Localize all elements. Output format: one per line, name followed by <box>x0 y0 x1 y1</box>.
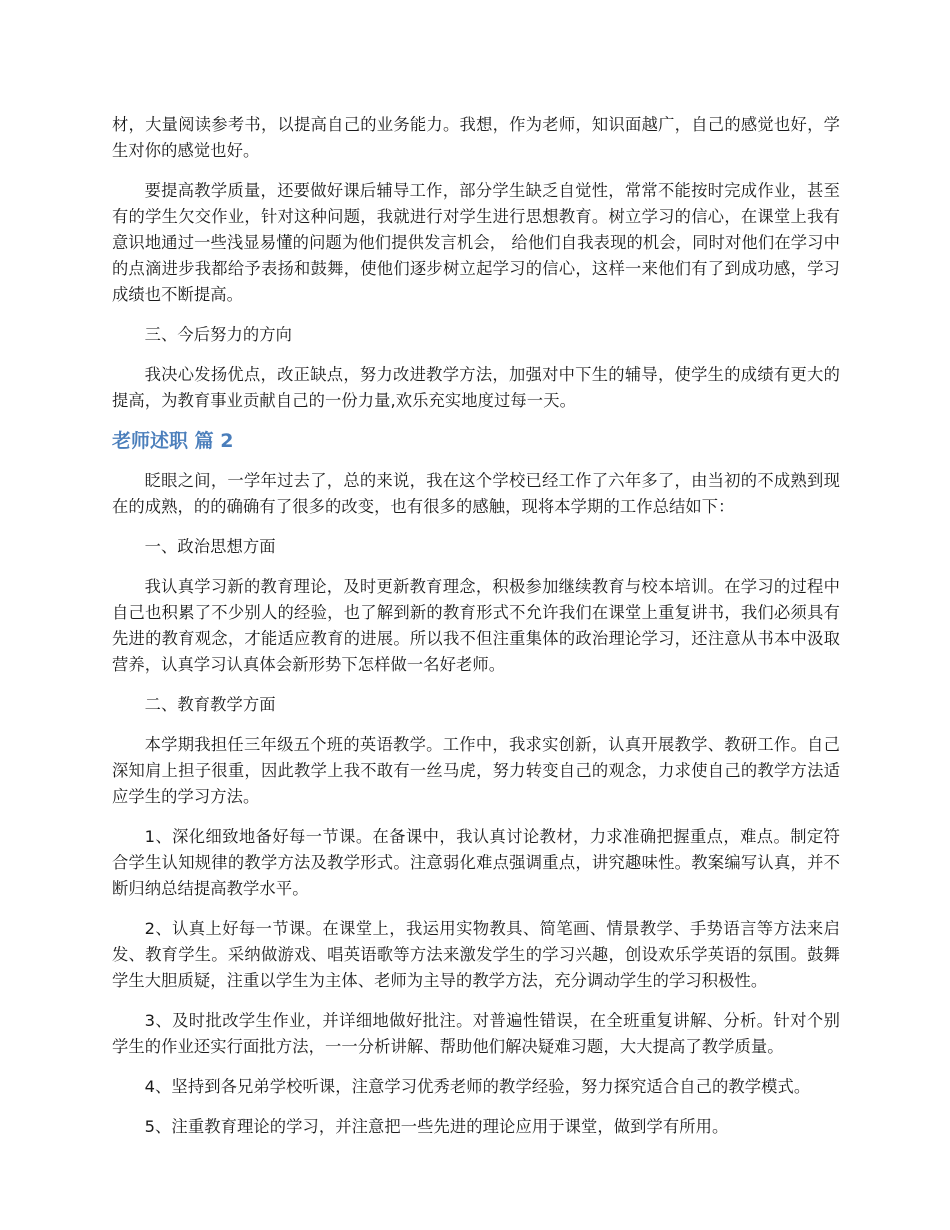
list-item-classroom: 2、认真上好每一节课。在课堂上，我运用实物教具、简笔画、情景教学、手势语言等方法来启发、教育学生。采纳做游戏、唱英语歌等方法来激发学生的学习兴趣，创设欢乐学英语的氛围。鼓舞学生大胆质疑，注重以学生为主体、老师为主导的教学方法，充分调动学生的学习积极性。 <box>112 919 840 990</box>
section-title-future-direction: 三、今后努力的方向 <box>144 325 293 344</box>
article-heading: 老师述职 篇 2 <box>112 430 234 452</box>
paragraph-intro: 眨眼之间，一学年过去了，总的来说，我在这个学校已经工作了六年多了，由当初的不成熟到现在的成熟，的的确确有了很多的改变，也有很多的感触，现将本学期的工作总结如下： <box>112 471 840 516</box>
list-item-theory: 5、注重教育理论的学习，并注意把一些先进的理论应用于课堂，做到学有所用。 <box>144 1117 729 1136</box>
section-title-political-thought: 一、政治思想方面 <box>144 537 276 556</box>
paragraph-political-thought: 我认真学习新的教育理论，及时更新教育理念，积极参加继续教育与校本培训。在学习的过程中自己也积累了不少别人的经验，也了解到新的教育形式不允许我们在课堂上重复讲书，我们必须具有先进的教育观念，才能适应教育的进展。所以我不但注重集体的政治理论学习，还注意从书本中汲取营养，认真学习认真体会新形势下怎样做一名好老师。 <box>112 577 840 674</box>
paragraph-continuation: 材，大量阅读参考书，以提高自己的业务能力。我想，作为老师，知识面越广，自己的感觉也好，学生对你的感觉也好。 <box>112 115 840 160</box>
section-title-teaching: 二、教育教学方面 <box>144 695 276 714</box>
paragraph-after-class-tutoring: 要提高教学质量，还要做好课后辅导工作，部分学生缺乏自觉性，常常不能按时完成作业，甚至有的学生欠交作业，针对这种问题，我就进行对学生进行思想教育。树立学习的信心，在课堂上我有意识地通过一些浅显易懂的问题为他们提供发言机会， 给他们自我表现的机会，同时对他们在学习中的点滴进步我都给予表扬和鼓舞，使他们逐步树立起学习的信心，这样一来他们有了到成功感，学习成绩也不断提高。 <box>112 181 840 304</box>
paragraph-teaching-overview: 本学期我担任三年级五个班的英语教学。工作中，我求实创新，认真开展教学、教研工作。自己深知肩上担子很重，因此教学上我不敢有一丝马虎，努力转变自己的观念，力求使自己的教学方法适应学生的学习方法。 <box>112 735 840 806</box>
paragraph-resolution: 我决心发扬优点，改正缺点，努力改进教学方法，加强对中下生的辅导，使学生的成绩有更大的提高，为教育事业贡献自己的一份力量,欢乐充实地度过每一天。 <box>112 365 840 410</box>
list-item-lesson-prep: 1、深化细致地备好每一节课。在备课中，我认真讨论教材，力求准确把握重点，难点。制定符合学生认知规律的教学方法及教学形式。注意弱化难点强调重点，讲究趣味性。教案编写认真，并不断归纳总结提高教学水平。 <box>112 827 840 898</box>
document-page <box>112 112 840 1154</box>
list-item-observation: 4、坚持到各兄弟学校听课，注意学习优秀老师的教学经验，努力探究适合自己的教学模式。 <box>144 1077 811 1096</box>
list-item-homework: 3、及时批改学生作业，并详细地做好批注。对普遍性错误，在全班重复讲解、分析。针对个别学生的作业还实行面批方法，一一分析讲解、帮助他们解决疑难习题，大大提高了教学质量。 <box>112 1011 840 1056</box>
